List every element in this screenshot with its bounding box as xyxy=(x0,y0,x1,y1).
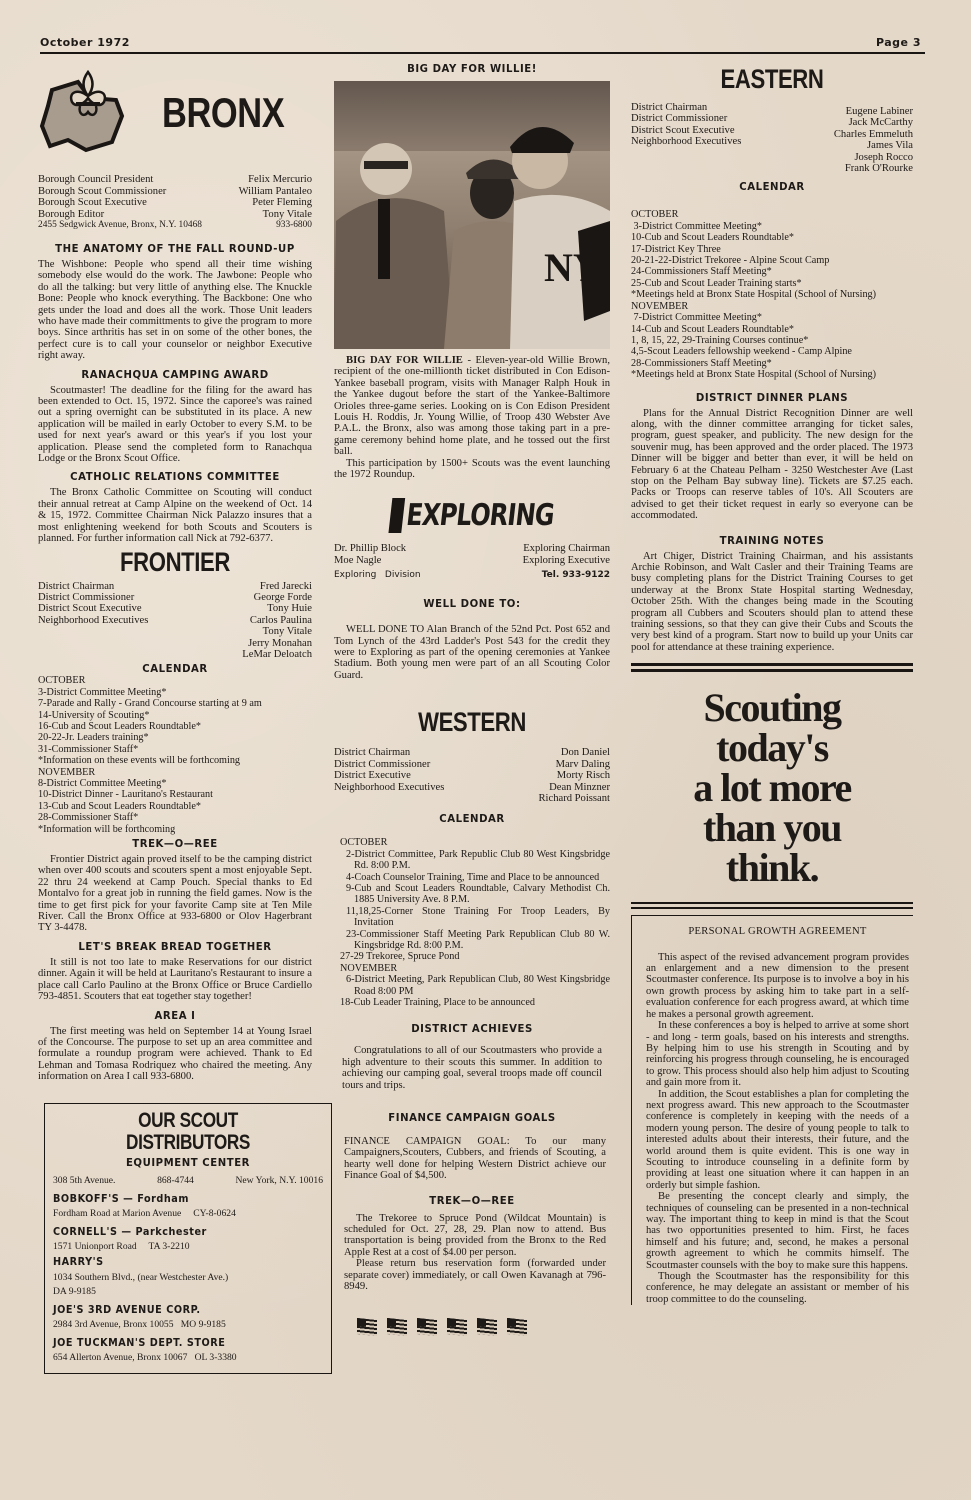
store-name: CORNELL'S — Parkchester xyxy=(53,1224,207,1238)
frontier-title: FRONTIER xyxy=(120,546,230,577)
distributors-subtitle: EQUIPMENT CENTER xyxy=(125,1155,251,1169)
distributors-ad: OUR SCOUT DISTRIBUTORS EQUIPMENT CENTER 308 5th Avenue. 868-4744 New York, N.Y. 10016 BOBKOFF'S — Fordham Fordham Road at Marion Avenue CY-8-0624 CORNELL'S — Parkchester 1571 Unionport Road TA 3-2210 HARRY'S 1034 Southern Blvd., (near Westchester Ave.) DA 9-9185 JOE'S 3RD AVENUE CORP. 2984 3rd Avenue, Bronx 10055 MO 9-9185 JOE TUCKMAN'S DEPT. STORE 654 Allerton Avenue, Bronx 10067 OL 3-3380 xyxy=(44,1103,332,1374)
ranachqua-heading: RANACHQUA CAMPING AWARD xyxy=(81,367,269,381)
svg-text:NY: NY xyxy=(544,245,602,290)
western-title: WESTERN xyxy=(418,707,526,738)
column-right xyxy=(631,58,913,1305)
bread-heading: LET'S BREAK BREAD TOGETHER xyxy=(78,939,272,953)
training-body: Art Chiger, District Training Chairman, and his assistants Archie Robinson, and Walt Casler and their Training Teams are busy completing plans for the District Training Courses to get underway at the Bronx State Hospital starting Wednesday, October 25th. With the changes being made in the Scouting program all Cubbers and Scouters should plan to attend these training sessions, so that they can give their Cubs and Scouts the very best kind of a program. Start now to build up your Units car pool for attendance at these training experience. xyxy=(631,550,913,653)
store-name: HARRY'S xyxy=(53,1254,104,1268)
willie-photo xyxy=(334,81,610,349)
pga-heading: PERSONAL GROWTH AGREEMENT xyxy=(688,926,867,938)
store-name: BOBKOFF'S — Fordham xyxy=(53,1191,189,1205)
scout-fleur-de-lis-map-icon xyxy=(38,68,138,158)
american-flag-icon xyxy=(447,1317,467,1335)
frontier-roster: District Chairman District Commissioner District Scout Executive Neighborhood Executives Fred Jarecki George Forde Tony Huie Carlos Paulina Tony Vitale Jerry Monahan LeMar Deloatch xyxy=(38,580,312,660)
store-name: JOE TUCKMAN'S DEPT. STORE xyxy=(53,1335,226,1349)
page-number: Page 3 xyxy=(875,36,921,49)
well-done-heading: WELL DONE TO: xyxy=(423,597,521,611)
column-left xyxy=(38,58,323,1374)
bronx-title: BRONX xyxy=(162,89,285,137)
roster-row: 2455 Sedgwick Avenue, Bronx, N.Y. 10468 933-6800 xyxy=(38,220,312,231)
area1-body: The first meeting was held on September 14 at Young Israel of the Concourse. The purpose to set up an area committee and formulate a roundup program were achieved. Thank to Ed Lehman and Tomasa Rodriquez who chaired the meeting. Any information on Area I call 933-6800. xyxy=(38,1025,312,1083)
frontier-calendar: OCTOBER 3-District Committee Meeting* 7-Parade and Rally - Grand Concourse starting at 9 am 14-University of Scouting* 16-Cub and Scout Leaders Roundtable* 20-22-Jr. Leaders training* 31-Commissioner Staff* *Information on these events will be forthcoming NOVEMBER 8-District Committee Meeting* 10-District Dinner - Lauritano's Restaurant 13-Cub and Scout Leaders Roundtable* 28-Commissioner Staff* *Information will be forthcoming xyxy=(38,675,262,835)
western-calendar: OCTOBER 2-District Committee, Park Republic Club 80 West Kingsbridge Rd. 8:00 P.M. 4-Coach Counselor Training, Time and Place to be announced 9-Cub and Scout Leaders Roundtable, Calvary Methodist Ch. 1885 University Ave. 8 P.M. 11,18,25-Corner Stone Training For Troop Leaders, By Invitation 23-Commissioner Staff Meeting Park Republican Club 80 W. Kingsbridge Rd. 8:00 P.M. 27-29 Trekoree, Spruce Pond NOVEMBER 6-District Meeting, Park Republican Club, 80 West Kingsbridge Road 8:00 PM 18-Cub Leader Training, Place to be announced xyxy=(340,837,610,1008)
american-flag-icon xyxy=(477,1317,497,1335)
equipment-center-row: 308 5th Avenue. 868-4744 New York, N.Y. 10016 xyxy=(53,1174,323,1186)
area1-heading: AREA I xyxy=(154,1008,196,1022)
western-roster: District Chairman District Commissioner District Executive Neighborhood Executives Don Daniel Marv Daling Morty Risch Dean Minzner Richard Poissant xyxy=(334,747,610,804)
double-rule-bottom xyxy=(631,902,913,909)
achieves-body: Congratulations to all of our Scoutmasters who provide a high adventure to their scouts this summer. In addition to achieving our camping goal, several troops made off council tours and trips. xyxy=(342,1045,602,1091)
bread-body: It still is not too late to make Reservations for our district dinner. Again it will be held at Lauritano's Restaurant to insure a place call Carlo Paulino at the Bronx Office or Bruce Cardiello 793-4851. Scouters that eat together stay together! xyxy=(38,956,312,1003)
page-header xyxy=(40,36,925,54)
frontier-trekoree-heading: TREK—O—REE xyxy=(132,837,218,851)
roster-row: Borough Council President Felix Mercurio xyxy=(38,174,312,185)
column-center xyxy=(334,58,610,1335)
finance-body: FINANCE CAMPAIGN GOAL: To our many Campaigners,Scouters, Cubbers, and friends of Scouting, a hearty well done for helping Western District achieve our Finance Goal of $4,500. xyxy=(344,1136,606,1182)
scouting-slogan: Scouting today's a lot more than you think. xyxy=(693,685,851,891)
issue-date: October 1972 xyxy=(40,36,130,49)
willie-caption-2: This participation by 1500+ Scouts was the event launching the 1972 Roundup. xyxy=(334,457,610,481)
western-trekoree-heading: TREK—O—REE xyxy=(429,1193,515,1207)
catholic-body: The Bronx Catholic Committee on Scouting will conduct their annual retreat at Camp Alpine on the weekend of Oct. 14 & 15, 1972. Committee Chairman Nick Palazzo insures that a most enlightening weekend for both Scouts and Scouters is planned. For further information call Nick at 792-6377. xyxy=(38,487,312,545)
finance-heading: FINANCE CAMPAIGN GOALS xyxy=(388,1111,556,1125)
frontier-trekoree-body: Frontier District again proved itself to be the camping district when over 400 scouts and scouters spent a most enjoyable Sept. 22 thru 24 weekend at Camp Pouch. Special thanks to Ed Montalvo for a great job in running the field games. Now is the time to get first pick for your favorite Camp site at Ten Mile River. Call the Bronx Office at 933-6800 or Olov Hagerbrant TY 3-4478. xyxy=(38,854,312,934)
eastern-calendar-heading: CALENDAR xyxy=(739,180,805,194)
store-name: JOE'S 3RD AVENUE CORP. xyxy=(53,1302,201,1316)
ranachqua-body: Scoutmaster! The deadline for the filing for the award has been extended to Oct. 15, 1972. Since the caporee's was rained out a spring overnight can be substituted in its place. A new application will be mailed in early October to every S.M. to be used for next year's award or this year's if you lost your application. Please send the completed form to Ranachqua Lodge or the Bronx Scout Office. xyxy=(38,384,312,465)
personal-growth-agreement: PERSONAL GROWTH AGREEMENT This aspect of the revised advancement program provides an enlargement and a new dimension to the present Scoutmaster conference. Its purpose is to involve a boy in his own growth process by asking him to take part in a self-evaluation conference for each progress award, at which time he makes a personal growth agreement. In these conferences a boy is helped to arrive at some short - and long - term goals, based on his interests and strengths. By helping him to use his strength in Scouting and by reinforcing his progress through counseling, he is encouraged to grow. This process should also help him adjust to Scouting and gain more from it. In addition, the Scout establishes a plan for completing the next progress award. This new approach to the Scoutmaster conference is completely in keeping with the needs of a modern young person. The desire of young people to talk to interested adults about their interests, their future, and the world around them is quite evident. This is one way in Scouting to introduce counseling in a definite form by providing at least one situation where it can happen in an orderly but simple fashion. Be presenting the concept clearly and simply, the techniques of counseling can be presented in a non-technical way. The important thing to keep in mind is that the Scout has two opportunities presented to him. First, he faces himself and his future; and, second, he makes a personal growth agreement to which he commits himself. The Scoutmaster counsels with the boy to make sure this happens. Though the Scoutmaster has the responsibility for this conference, he may delegate an assistant or member of his troop committee to do the counseling. xyxy=(631,915,913,1305)
frontier-calendar-heading: CALENDAR xyxy=(142,662,208,676)
training-heading: TRAINING NOTES xyxy=(719,533,825,547)
catholic-heading: CATHOLIC RELATIONS COMMITTEE xyxy=(70,470,280,484)
well-done-body: WELL DONE TO Alan Branch of the 52nd Pct. Post 652 and Tom Lynch of the 43rd Ladder's Post 543 for the credit they were to Exploring as part of the opening ceremonies at Yankee Stadium. Both young men were part of an all Scouting Color Guard. xyxy=(334,624,610,681)
double-rule-top xyxy=(631,663,913,672)
photo-figures-icon xyxy=(334,81,610,349)
american-flag-icon xyxy=(357,1317,377,1335)
exploring-roster: Dr. Phillip Block Exploring Chairman Moe Nagle Exploring Executive Exploring Division Tel. 933-9122 xyxy=(334,543,610,580)
anatomy-body: The Wishbone: People who spend all their time wishing somebody else would do the work. The Jawbone: People who do all the talking: but very little of anything else. The Knuckle Bone: People who knock everything. The Backbone: One who gets under the load and does all the work. Those Unit leaders who have made their committments to give the program to more boys. Since arthritis has set in on some of the other bones, the perfect cure is to call your counselor or neighbor Executive right away. xyxy=(38,258,312,362)
eastern-calendar: OCTOBER 3-District Committee Meeting* 10-Cub and Scout Leaders Roundtable* 17-District Key Three 20-21-22-District Trekoree - Alpine Scout Camp 24-Commissioners Staff Meeting* 25-Cub and Scout Leader Training starts* *Meetings held at Bronx State Hospital (School of Nursing) NOVEMBER 7-District Committee Meeting* 14-Cub and Scout Leaders Roundtable* 1, 8, 15, 22, 29-Training Courses continue* 4,5-Scout Leaders fellowship weekend - Camp Alpine 28-Commissioners Staff Meeting* *Meetings held at Bronx State Hospital (School of Nursing) xyxy=(631,209,877,381)
bronx-masthead xyxy=(38,58,312,168)
american-flag-icon xyxy=(417,1317,437,1335)
eastern-roster: District Chairman District Commissioner District Scout Executive Neighborhood Executives Eugene Labiner Jack McCarthy Charles Emmeluth James Vila Joseph Rocco Frank O'Rourke xyxy=(631,102,913,175)
roster-row: Borough Scout Commissioner William Pantaleo xyxy=(38,185,312,197)
anatomy-heading: THE ANATOMY OF THE FALL ROUND-UP xyxy=(55,241,295,255)
roster-row: Borough Scout Executive Peter Fleming xyxy=(38,197,312,209)
american-flag-icon xyxy=(507,1317,527,1335)
western-trekoree-body-2: Please return bus reservation form (forwarded under separate cover) immediately, or call Owen Kavanagh at 796-8949. xyxy=(344,1258,606,1293)
willie-heading: BIG DAY FOR WILLIE! xyxy=(407,62,537,75)
roster-row: Borough Editor Tony Vitale xyxy=(38,208,312,220)
bronx-roster xyxy=(38,174,312,232)
flag-row xyxy=(274,1319,610,1335)
dinner-heading: DISTRICT DINNER PLANS xyxy=(695,390,849,404)
exploring-logo: EXPLORING xyxy=(334,498,610,533)
western-calendar-heading: CALENDAR xyxy=(439,812,505,826)
distributors-title: OUR SCOUT DISTRIBUTORS xyxy=(126,1108,250,1154)
dinner-body: Plans for the Annual District Recognition Dinner are well along, with the dinner committee arranging for ticket sales, program, guest speaker, and publicity. The new design for the souvenir mug, has been approved and the order placed. The 1973 Dinner will be bigger and better than ever, it will be held on February 6 at the Chateau Pelham - 3250 Westchester Ave (Last stop on the Pelham Bay subway line). Tickets are $7.25 each. Packs or Troops can reserve tables of 10's. All Scouters are advised to get their ticket request in early so everyone can be accommodated. xyxy=(631,407,913,522)
american-flag-icon xyxy=(387,1317,407,1335)
eastern-title: EASTERN xyxy=(720,64,824,94)
western-trekoree-body: The Trekoree to Spruce Pond (Wildcat Mountain) is scheduled for Oct. 27, 28, 29. Plan now to attend. Bus transportation is being provided from the Bronx to the Red Apple Rest at a cost of $4.00 per person. xyxy=(344,1212,606,1258)
willie-caption: BIG DAY FOR WILLIE - Eleven-year-old Willie Brown, recipient of the one-millionth ticket distributed in Con Edison-Yankee baseball program, visits with Manager Ralph Houk in the Yankee dugout before the start of the Yankee-Baltimore Orioles three-game series. Looking on is Con Edison President Louis H. Roddis, Jr. Young Willie, of Troop 430 Webster Ave P.A.L. the Bronx, also was among those taking part in a pre-game ceremony behind home plate, and he tossed out the first ball. xyxy=(334,355,610,458)
achieves-heading: DISTRICT ACHIEVES xyxy=(411,1022,533,1036)
